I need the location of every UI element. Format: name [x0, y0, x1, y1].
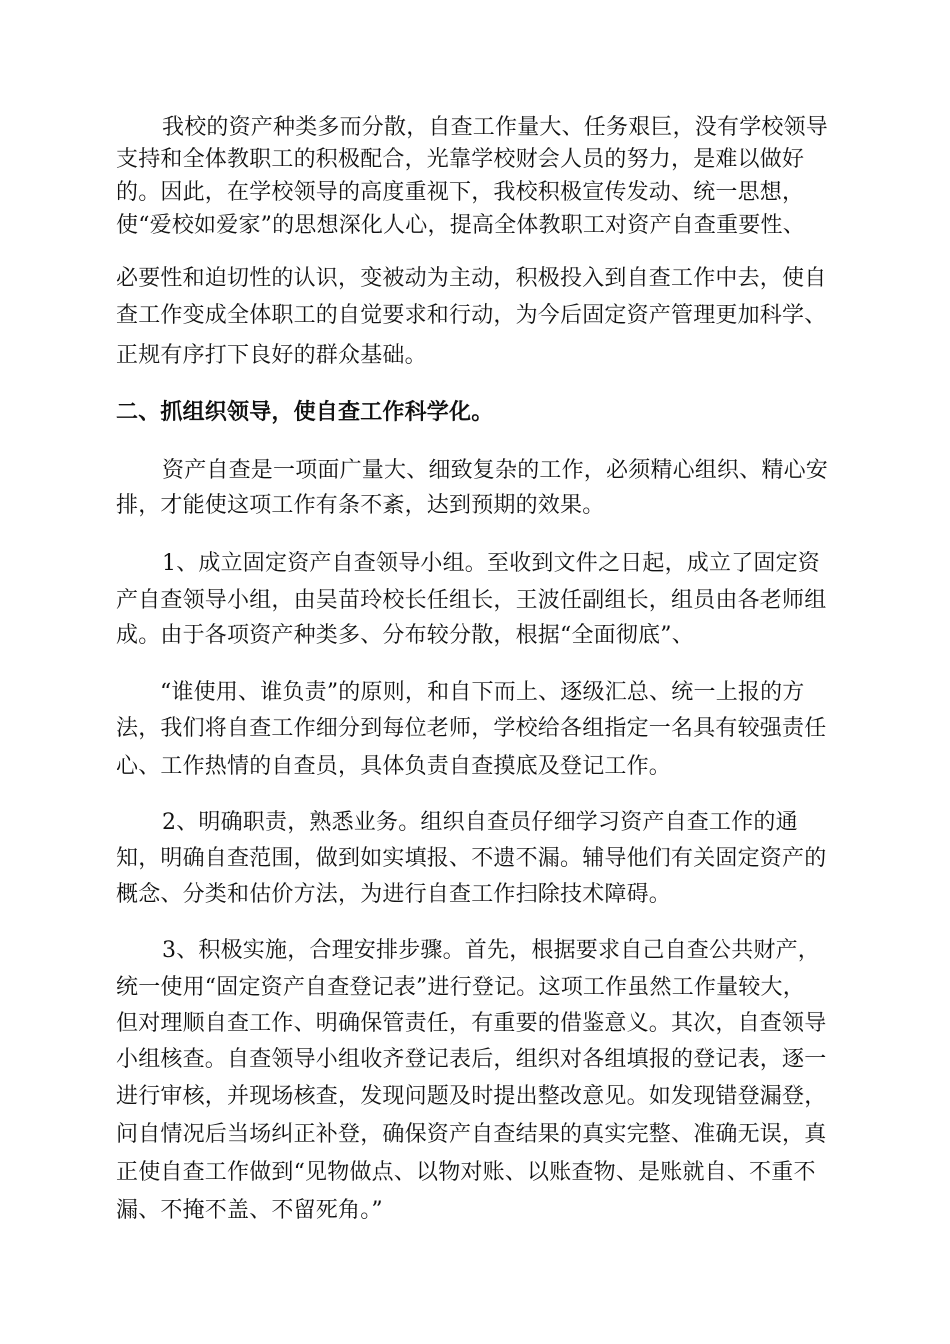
text-line: 3、积极实施，合理安排步骤。首先，根据要求自己自查公共财产， [162, 938, 820, 963]
text-line: 知，明确自查范围，做到如实填报、不遗不漏。辅导他们有关固定资产的 [116, 846, 827, 871]
text-line: 成。由于各项资产种类多、分布较分散，根据“全面彻底”、 [116, 623, 694, 648]
text-line: 排，才能使这项工作有条不紊，达到预期的效果。 [116, 493, 605, 518]
text-line: 使“爱校如爱家”的思想深化人心，提高全体教职工对资产自查重要性、 [116, 213, 805, 238]
text-line: 正规有序打下良好的群众基础。 [116, 343, 427, 368]
text-line: 心、工作热情的自查员，具体负责自查摸底及登记工作。 [116, 754, 672, 779]
text-line: 的。因此，在学校领导的高度重视下，我校积极宣传发动、统一思想， [116, 180, 805, 205]
text-line: 查工作变成全体职工的自觉要求和行动，为今后固定资产管理更加科学、 [116, 303, 827, 328]
text-line: 资产自查是一项面广量大、细致复杂的工作，必须精心组织、精心安 [162, 458, 829, 483]
text-line: 进行审核，并现场核查，发现问题及时提出整改意见。如发现错登漏登， [116, 1084, 827, 1109]
text-line: 1、成立固定资产自查领导小组。至收到文件之日起，成立了固定资 [162, 551, 820, 576]
text-line: “谁使用、谁负责”的原则，和自下而上、逐级汇总、统一上报的方 [160, 680, 805, 705]
text-line: 漏、不掩不盖、不留死角。” [116, 1198, 383, 1223]
text-line: 但对理顺自查工作、明确保管责任，有重要的借鉴意义。其次，自查领导 [116, 1011, 827, 1036]
text-line: 法，我们将自查工作细分到每位老师，学校给各组指定一名具有较强责任 [116, 716, 827, 741]
text-line: 产自查领导小组，由吴苗玲校长任组长，王波任副组长，组员由各老师组 [116, 588, 827, 613]
text-line: 小组核查。自查领导小组收齐登记表后，组织对各组填报的登记表，逐一 [116, 1047, 827, 1072]
text-line: 必要性和迫切性的认识，变被动为主动，积极投入到自查工作中去，使自 [116, 266, 827, 291]
text-line: 问自情况后当场纠正补登，确保资产自查结果的真实完整、准确无误，真 [116, 1122, 827, 1147]
text-line: 概念、分类和估价方法，为进行自查工作扫除技术障碍。 [116, 882, 672, 907]
text-line: 统一使用“固定资产自查登记表”进行登记。这项工作虽然工作量较大， [116, 975, 805, 1000]
text-line: 正使自查工作做到“见物做点、以物对账、以账查物、是账就自、不重不 [116, 1160, 816, 1185]
text-line: 2、明确职责，熟悉业务。组织自查员仔细学习资产自查工作的通 [162, 810, 798, 835]
text-line: 支持和全体教职工的积极配合，光靠学校财会人员的努力，是难以做好 [116, 147, 805, 172]
text-line: 我校的资产种类多而分散，自查工作量大、任务艰巨，没有学校领导 [162, 115, 829, 140]
section-heading: 二、抓组织领导，使自查工作科学化。 [116, 400, 494, 425]
